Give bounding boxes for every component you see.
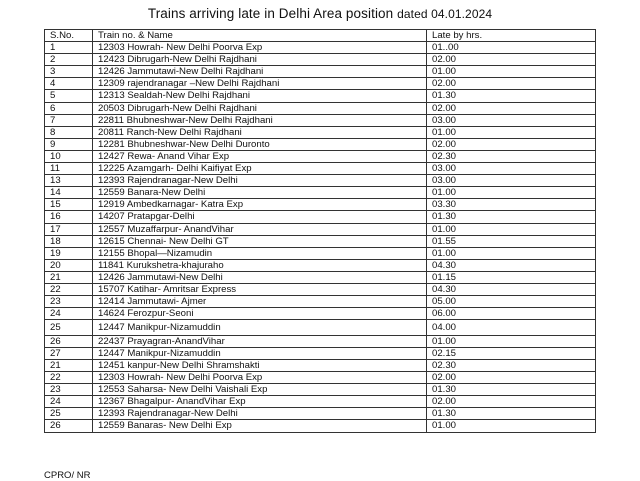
cell-sno: 19 (45, 247, 93, 259)
cell-late: 01.30 (427, 211, 596, 223)
cell-train: 22437 Prayagran-AnandVihar (93, 335, 427, 347)
cell-sno: 22 (45, 283, 93, 295)
table-body (45, 42, 596, 432)
cell-sno: 16 (45, 211, 93, 223)
cell-sno: 11 (45, 163, 93, 175)
header-train: Train no. & Name (93, 30, 427, 42)
cell-sno: 3 (45, 66, 93, 78)
table-row (45, 199, 596, 211)
cell-train: 12303 Howrah- New Delhi Poorva Exp (93, 372, 427, 384)
cell-sno: 9 (45, 138, 93, 150)
table-row (45, 271, 596, 283)
table-row (45, 420, 596, 432)
cell-sno: 25 (45, 408, 93, 420)
cell-sno: 21 (45, 359, 93, 371)
cell-train: 14624 Ferozpur-Seoni (93, 308, 427, 320)
table-row (45, 396, 596, 408)
cell-late: 01.00 (427, 66, 596, 78)
cell-train: 12303 Howrah- New Delhi Poorva Exp (93, 42, 427, 54)
title-main: Trains arriving late in Delhi Area position (147, 6, 394, 21)
table-row (45, 90, 596, 102)
cell-train: 12559 Banara-New Delhi (93, 187, 427, 199)
table-row (45, 54, 596, 66)
table-row (45, 187, 596, 199)
cell-sno: 24 (45, 396, 93, 408)
cell-late: 03.00 (427, 114, 596, 126)
cell-late: 01..00 (427, 42, 596, 54)
table-header-row (45, 30, 596, 42)
table-row (45, 296, 596, 308)
cell-train: 12426 Jammutawi-New Delhi (93, 271, 427, 283)
cell-late: 02.00 (427, 138, 596, 150)
table-row (45, 384, 596, 396)
cell-train: 15707 Katihar- Amritsar Express (93, 283, 427, 295)
table-row (45, 335, 596, 347)
cell-sno: 20 (45, 259, 93, 271)
cell-train: 12447 Manikpur-Nizamuddin (93, 347, 427, 359)
cell-sno: 18 (45, 235, 93, 247)
cell-train: 12919 Ambedkarnagar- Katra Exp (93, 199, 427, 211)
cell-train: 12309 rajendranagar –New Delhi Rajdhani (93, 78, 427, 90)
cell-sno: 14 (45, 187, 93, 199)
cell-train: 12393 Rajendranagar-New Delhi (93, 175, 427, 187)
cell-sno: 26 (45, 420, 93, 432)
cell-late: 01.00 (427, 223, 596, 235)
cell-sno: 5 (45, 90, 93, 102)
table-row (45, 150, 596, 162)
table-row (45, 347, 596, 359)
cell-sno: 2 (45, 54, 93, 66)
cell-sno: 25 (45, 320, 93, 336)
cell-late: 01.00 (427, 247, 596, 259)
table-row (45, 259, 596, 271)
page-title (0, 6, 640, 21)
cell-train: 12313 Sealdah-New Delhi Rajdhani (93, 90, 427, 102)
cell-train: 12559 Banaras- New Delhi Exp (93, 420, 427, 432)
footer-credit: CPRO/ NR (44, 470, 91, 481)
table-row (45, 126, 596, 138)
table-row (45, 223, 596, 235)
header-sno: S.No. (45, 30, 93, 42)
cell-late: 02.00 (427, 372, 596, 384)
cell-late: 05.00 (427, 296, 596, 308)
cell-late: 04.30 (427, 259, 596, 271)
cell-train: 14207 Pratapgar-Delhi (93, 211, 427, 223)
table-row (45, 114, 596, 126)
cell-late: 04.00 (427, 320, 596, 336)
table-row (45, 211, 596, 223)
table-row (45, 235, 596, 247)
cell-train: 12423 Dibrugarh-New Delhi Rajdhani (93, 54, 427, 66)
table-row (45, 163, 596, 175)
cell-sno: 7 (45, 114, 93, 126)
cell-sno: 13 (45, 175, 93, 187)
cell-late: 02.30 (427, 150, 596, 162)
cell-sno: 22 (45, 372, 93, 384)
cell-sno: 8 (45, 126, 93, 138)
cell-late: 01.30 (427, 90, 596, 102)
cell-train: 22811 Bhubneshwar-New Delhi Rajdhani (93, 114, 427, 126)
cell-late: 01.00 (427, 126, 596, 138)
cell-late: 01.00 (427, 335, 596, 347)
cell-sno: 24 (45, 308, 93, 320)
table-row (45, 308, 596, 320)
table-row (45, 66, 596, 78)
cell-train: 12426 Jammutawi-New Delhi Rajdhani (93, 66, 427, 78)
cell-train: 20503 Dibrugarh-New Delhi Rajdhani (93, 102, 427, 114)
cell-train: 12447 Manikpur-Nizamuddin (93, 320, 427, 336)
cell-train: 12553 Saharsa- New Delhi Vaishali Exp (93, 384, 427, 396)
header-late: Late by hrs. (427, 30, 596, 42)
cell-late: 06.00 (427, 308, 596, 320)
cell-train: 12281 Bhubneshwar-New Delhi Duronto (93, 138, 427, 150)
table-row (45, 138, 596, 150)
cell-late: 03.00 (427, 175, 596, 187)
cell-train: 12615 Chennai- New Delhi GT (93, 235, 427, 247)
cell-late: 02.00 (427, 396, 596, 408)
cell-train: 12451 kanpur-New Delhi Shramshakti (93, 359, 427, 371)
cell-train: 12367 Bhagalpur- AnandVihar Exp (93, 396, 427, 408)
cell-late: 01.30 (427, 408, 596, 420)
table-row (45, 372, 596, 384)
cell-late: 02.00 (427, 54, 596, 66)
cell-sno: 27 (45, 347, 93, 359)
cell-late: 01.00 (427, 420, 596, 432)
cell-late: 02.15 (427, 347, 596, 359)
cell-late: 02.30 (427, 359, 596, 371)
cell-late: 01.55 (427, 235, 596, 247)
late-trains-table (44, 29, 596, 433)
table-row (45, 175, 596, 187)
cell-sno: 1 (45, 42, 93, 54)
cell-train: 12155 Bhopal—Nizamudin (93, 247, 427, 259)
cell-train: 12427 Rewa- Anand Vihar Exp (93, 150, 427, 162)
table-row (45, 247, 596, 259)
cell-train: 12225 Azamgarh- Delhi Kaifiyat Exp (93, 163, 427, 175)
table-row (45, 320, 596, 336)
cell-sno: 21 (45, 271, 93, 283)
cell-train: 12557 Muzaffarpur- AnandVihar (93, 223, 427, 235)
cell-sno: 10 (45, 150, 93, 162)
cell-sno: 23 (45, 384, 93, 396)
cell-sno: 4 (45, 78, 93, 90)
table-row (45, 283, 596, 295)
cell-late: 01.00 (427, 187, 596, 199)
cell-train: 11841 Kurukshetra-khajuraho (93, 259, 427, 271)
table-row (45, 42, 596, 54)
table-row (45, 408, 596, 420)
table-row (45, 359, 596, 371)
cell-late: 03.30 (427, 199, 596, 211)
cell-sno: 23 (45, 296, 93, 308)
cell-late: 04.30 (427, 283, 596, 295)
cell-train: 20811 Ranch-New Delhi Rajdhani (93, 126, 427, 138)
cell-late: 02.00 (427, 78, 596, 90)
cell-train: 12414 Jammutawi- Ajmer (93, 296, 427, 308)
title-date: dated 04.01.2024 (397, 7, 493, 21)
cell-late: 02.00 (427, 102, 596, 114)
table-row (45, 102, 596, 114)
cell-late: 01.30 (427, 384, 596, 396)
cell-sno: 15 (45, 199, 93, 211)
cell-sno: 17 (45, 223, 93, 235)
cell-sno: 6 (45, 102, 93, 114)
table-row (45, 78, 596, 90)
cell-sno: 26 (45, 335, 93, 347)
cell-late: 03.00 (427, 163, 596, 175)
cell-train: 12393 Rajendranagar-New Delhi (93, 408, 427, 420)
cell-late: 01.15 (427, 271, 596, 283)
